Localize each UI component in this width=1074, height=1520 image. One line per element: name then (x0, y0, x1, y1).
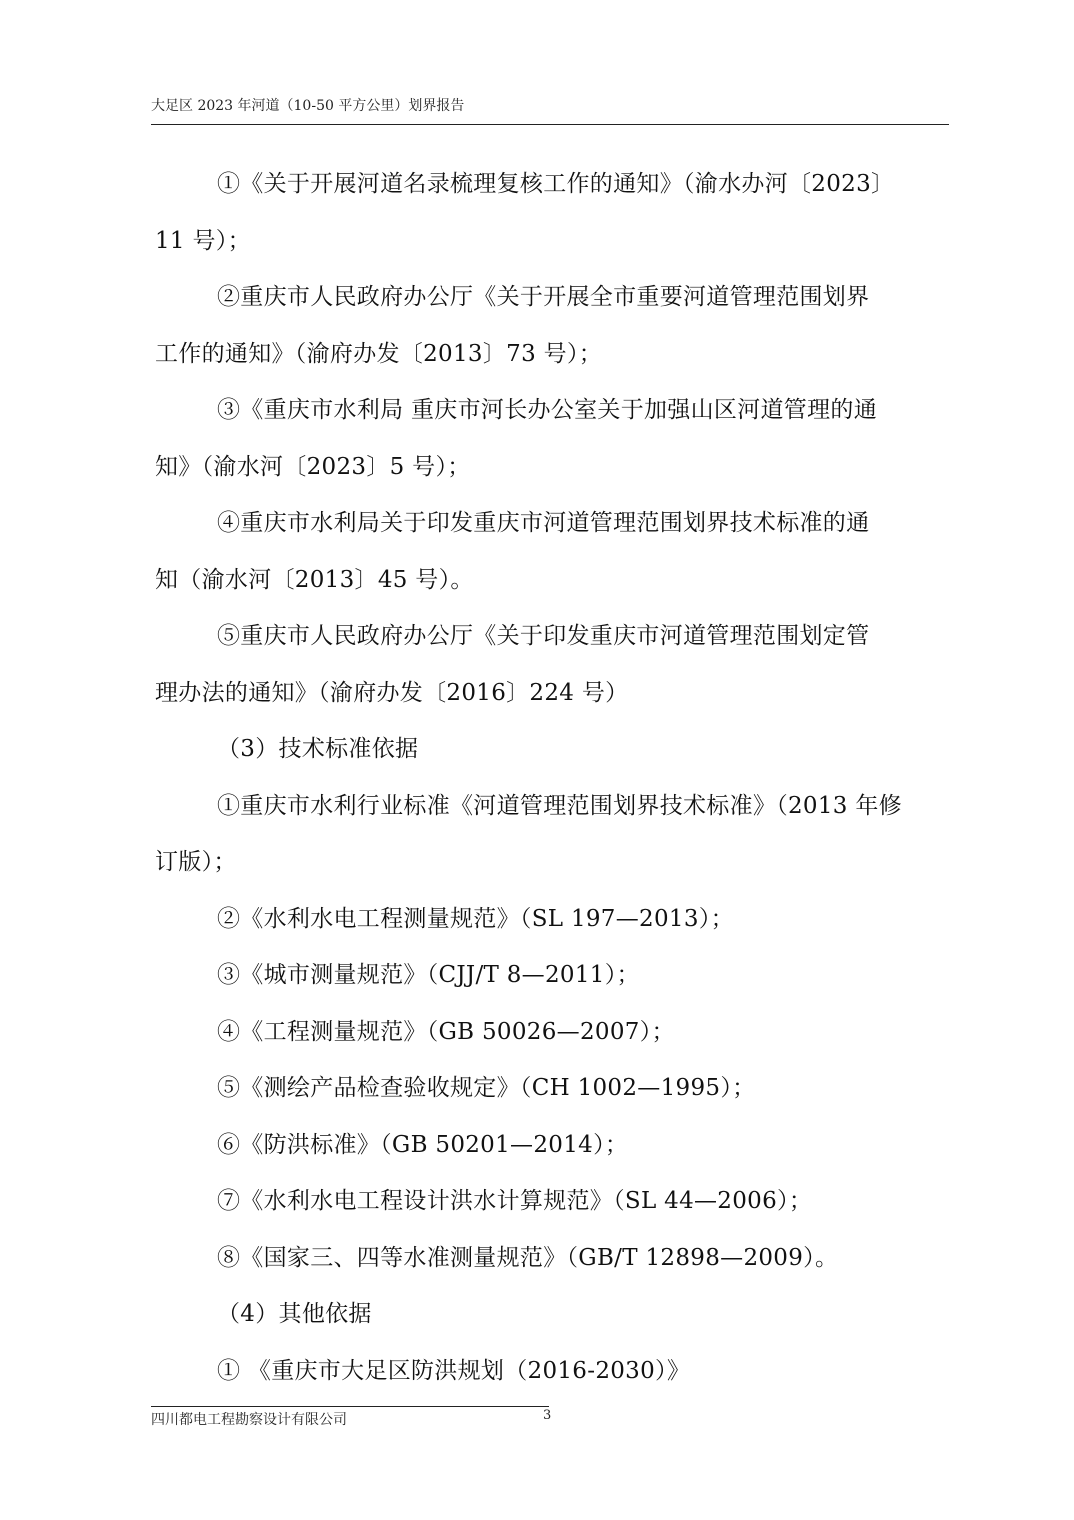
footer-company-name: 四川都电工程勘察设计有限公司 (151, 1412, 347, 1428)
paragraph-line: ①重庆市水利行业标准《河道管理范围划界技术标准》（2013 年修 (217, 792, 902, 819)
paragraph-line: 知》（渝水河〔2023〕5 号）； (155, 453, 471, 480)
list-item: ⑦《水利水电工程设计洪水计算规范》（SL 44—2006）； (217, 1188, 813, 1214)
paragraph-line: 工作的通知》（渝府办发〔2013〕73 号）； (155, 340, 603, 367)
list-item: ① 《重庆市大足区防洪规划（2016-2030）》 (217, 1357, 691, 1384)
paragraph-line: ⑤重庆市人民政府办公厅《关于印发重庆市河道管理范围划定管 (217, 623, 870, 649)
paragraph-line: ②重庆市人民政府办公厅《关于开展全市重要河道管理范围划界 (217, 284, 870, 310)
paragraph-line: ①《关于开展河道名录梳理复核工作的通知》（渝水办河〔2023〕 (217, 171, 895, 197)
paragraph-line: 理办法的通知》（渝府办发〔2016〕224 号） (155, 679, 629, 706)
page-number: 3 (543, 1408, 552, 1423)
section-heading-technical-standards: （3）技术标准依据 (217, 736, 419, 762)
paragraph-line: 知（渝水河〔2013〕45 号）。 (155, 566, 474, 593)
paragraph-line: 订版）； (155, 849, 237, 875)
list-item: ④《工程测量规范》（GB 50026—2007）； (217, 1018, 675, 1045)
list-item: ⑧《国家三、四等水准测量规范》（GB/T 12898—2009）。 (217, 1244, 839, 1271)
list-item: ③《城市测量规范》（CJJ/T 8—2011）； (217, 962, 640, 988)
footer-divider (151, 1406, 549, 1407)
paragraph-line: ④重庆市水利局关于印发重庆市河道管理范围划界技术标准的通 (217, 510, 870, 536)
header-divider (151, 124, 949, 125)
document-body (155, 156, 950, 1399)
paragraph-line: 11 号）； (155, 227, 251, 254)
page-header-title: 大足区 2023 年河道（10-50 平方公里）划界报告 (151, 98, 465, 114)
list-item: ⑤《测绘产品检查验收规定》（CH 1002—1995）； (217, 1075, 756, 1101)
list-item: ⑥《防洪标准》（GB 50201—2014）； (217, 1131, 629, 1158)
list-item: ②《水利水电工程测量规范》（SL 197—2013）； (217, 905, 734, 932)
paragraph-line: ③《重庆市水利局 重庆市河长办公室关于加强山区河道管理的通 (217, 397, 878, 423)
section-heading-other-basis: （4）其他依据 (217, 1301, 372, 1327)
